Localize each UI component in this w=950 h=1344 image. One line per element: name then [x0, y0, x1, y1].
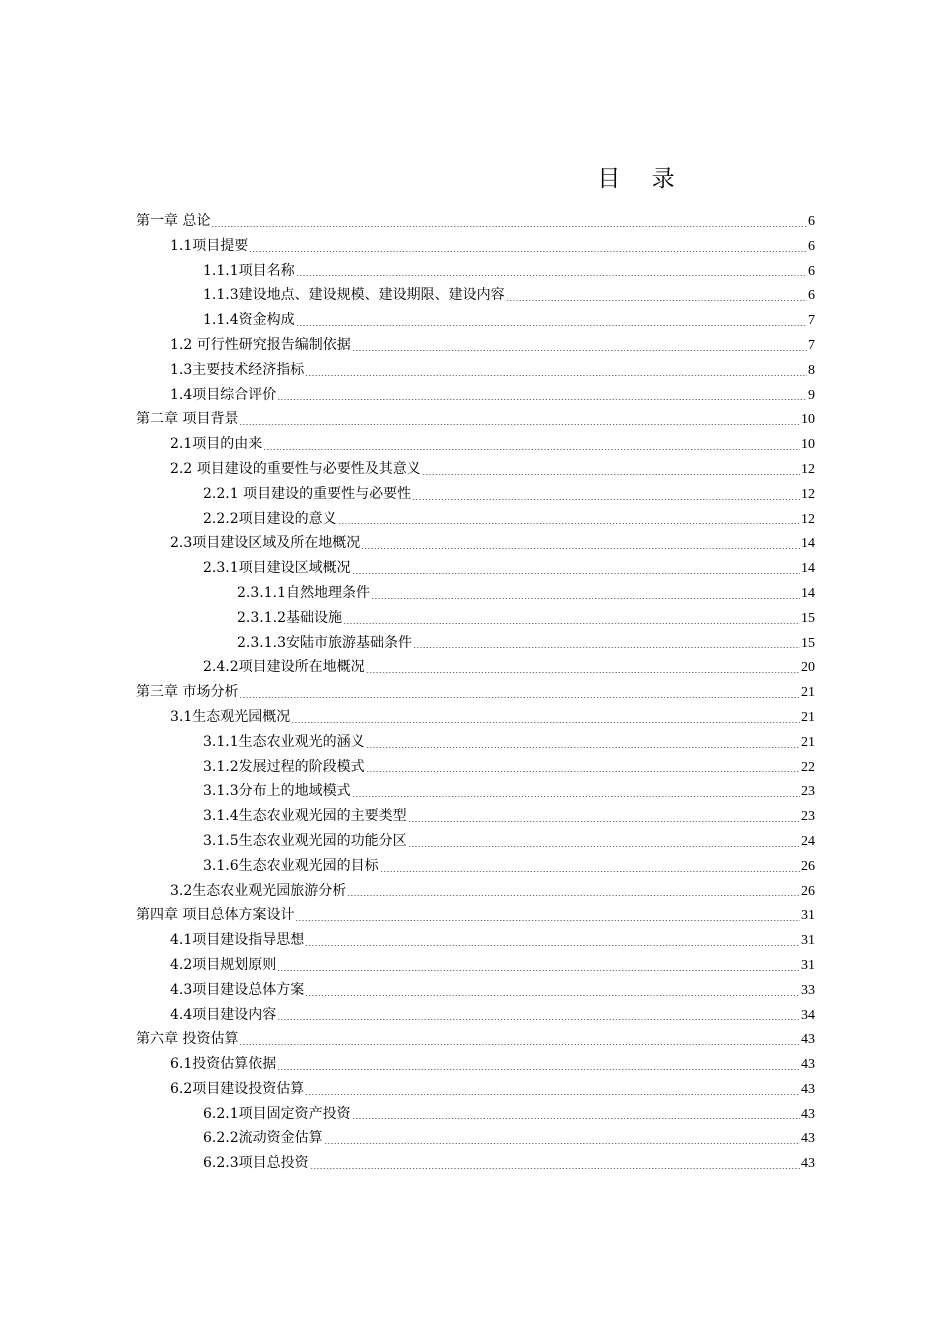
toc-entry-label: 4.2项目规划原则 [170, 956, 277, 973]
toc-entry-label: 1.1.3建设地点、建设规模、建设期限、建设内容 [203, 287, 505, 304]
toc-entry[interactable] [136, 283, 815, 308]
toc-dot-leader [361, 548, 800, 549]
toc-entry-label: 6.2.3项目总投资 [203, 1155, 309, 1172]
toc-entry-label: 第三章 市场分析 [136, 684, 239, 701]
toc-dot-leader [305, 995, 800, 996]
toc-entry[interactable] [136, 755, 815, 780]
toc-entry-page-number: 10 [801, 437, 815, 453]
toc-dot-leader [239, 424, 800, 425]
toc-entry[interactable] [136, 953, 815, 978]
toc-entry-page-number: 31 [801, 908, 815, 924]
toc-dot-leader [296, 275, 807, 276]
toc-entry-label: 3.1.5生态农业观光园的功能分区 [203, 832, 407, 849]
toc-entry-page-number: 23 [801, 809, 815, 825]
toc-entry[interactable] [136, 1003, 815, 1028]
toc-entry-page-number: 14 [801, 536, 815, 552]
table-of-contents [136, 209, 815, 1176]
toc-entry-label: 第一章 总论 [136, 213, 211, 229]
toc-entry-page-number: 7 [808, 337, 815, 353]
toc-dot-leader [324, 1143, 800, 1144]
toc-entry-label: 2.4.2项目建设所在地概况 [203, 659, 365, 676]
toc-entry-label: 1.1.1项目名称 [203, 262, 295, 279]
toc-entry-label: 1.1项目提要 [170, 237, 249, 254]
toc-dot-leader [305, 1094, 800, 1095]
toc-entry-page-number: 12 [801, 511, 815, 527]
toc-entry-label: 2.3.1.1自然地理条件 [237, 584, 370, 601]
toc-entry-page-number: 26 [801, 883, 815, 899]
toc-dot-leader [277, 1019, 800, 1020]
toc-entry-page-number: 8 [808, 362, 815, 378]
toc-entry-label: 3.1.4生态农业观光园的主要类型 [203, 808, 407, 825]
toc-entry-label: 2.3.1.2基础设施 [237, 609, 342, 626]
toc-dot-leader [352, 1118, 800, 1119]
toc-entry[interactable] [136, 531, 815, 556]
toc-entry-page-number: 14 [801, 585, 815, 601]
toc-entry-label: 4.1项目建设指导思想 [170, 932, 305, 949]
toc-entry-label: 2.3.1.3安陆市旅游基础条件 [237, 634, 412, 651]
toc-entry-label: 2.2.2项目建设的意义 [203, 510, 337, 527]
toc-entry[interactable] [136, 432, 815, 457]
toc-entry[interactable] [136, 1102, 815, 1127]
toc-entry-label: 6.1投资估算依据 [170, 1056, 277, 1073]
toc-dot-leader [239, 697, 800, 698]
toc-dot-leader [347, 895, 800, 896]
toc-dot-leader [366, 747, 800, 748]
toc-entry[interactable] [136, 606, 815, 631]
toc-dot-leader [310, 1168, 800, 1169]
toc-entry[interactable] [136, 482, 815, 507]
toc-entry-page-number: 24 [801, 833, 815, 849]
toc-entry-page-number: 23 [801, 784, 815, 800]
toc-entry[interactable] [136, 804, 815, 829]
toc-entry-page-number: 12 [801, 461, 815, 477]
toc-entry-label: 3.1.6生态农业观光园的目标 [203, 857, 379, 874]
toc-entry[interactable] [136, 581, 815, 606]
toc-entry-page-number: 6 [808, 214, 815, 229]
toc-dot-leader [263, 449, 800, 450]
toc-dot-leader [343, 623, 800, 624]
toc-entry[interactable] [136, 978, 815, 1003]
toc-dot-leader [380, 871, 800, 872]
toc-entry[interactable] [136, 556, 815, 581]
toc-entry-page-number: 43 [801, 1081, 815, 1097]
toc-dot-leader [366, 672, 800, 673]
toc-entry[interactable] [136, 730, 815, 755]
toc-entry-page-number: 6 [808, 288, 815, 304]
toc-entry-page-number: 12 [801, 486, 815, 502]
toc-entry-page-number: 34 [801, 1007, 815, 1023]
toc-entry-page-number: 6 [808, 263, 815, 279]
toc-entry-label: 1.4项目综合评价 [170, 386, 277, 403]
toc-entry[interactable] [136, 631, 815, 656]
toc-entry-page-number: 7 [808, 313, 815, 329]
toc-entry-label: 2.3.1项目建设区域概况 [203, 560, 351, 577]
toc-entry-page-number: 10 [801, 412, 815, 428]
toc-dot-leader [277, 1069, 800, 1070]
toc-entry-page-number: 15 [801, 610, 815, 626]
toc-entry-label: 4.4项目建设内容 [170, 1006, 277, 1023]
toc-dot-leader [506, 300, 807, 301]
toc-dot-leader [408, 821, 800, 822]
toc-entry-label: 3.1.3分布上的地域模式 [203, 783, 351, 800]
toc-entry[interactable] [136, 829, 815, 854]
toc-entry-label: 2.3项目建设区域及所在地概况 [170, 535, 361, 552]
toc-entry[interactable] [136, 903, 815, 928]
toc-dot-leader [277, 970, 800, 971]
toc-entry[interactable] [136, 879, 815, 904]
toc-dot-leader [422, 474, 800, 475]
toc-entry-page-number: 43 [801, 1106, 815, 1122]
toc-entry-label: 第四章 项目总体方案设计 [136, 907, 295, 924]
toc-entry[interactable] [136, 383, 815, 408]
toc-entry-label: 4.3项目建设总体方案 [170, 981, 305, 998]
toc-entry[interactable] [136, 234, 815, 259]
toc-entry-page-number: 15 [801, 635, 815, 651]
toc-dot-leader [352, 350, 807, 351]
toc-entry-label: 2.1项目的由来 [170, 436, 263, 453]
toc-entry[interactable] [136, 779, 815, 804]
toc-entry-label: 6.2项目建设投资估算 [170, 1080, 305, 1097]
toc-entry-page-number: 43 [801, 1131, 815, 1147]
toc-entry[interactable] [136, 457, 815, 482]
toc-dot-leader [296, 325, 807, 326]
toc-dot-leader [277, 399, 807, 400]
toc-dot-leader [366, 771, 800, 772]
toc-dot-leader [352, 796, 800, 797]
toc-entry-page-number: 21 [801, 734, 815, 750]
toc-entry[interactable] [136, 407, 815, 432]
toc-entry-page-number: 21 [801, 709, 815, 725]
toc-entry-label: 6.2.2流动资金估算 [203, 1130, 323, 1147]
toc-dot-leader [239, 1044, 800, 1045]
toc-entry[interactable] [136, 1126, 815, 1151]
toc-entry[interactable] [136, 333, 815, 358]
toc-entry[interactable] [136, 1077, 815, 1102]
toc-entry-page-number: 43 [801, 1156, 815, 1172]
toc-dot-leader [352, 573, 800, 574]
toc-dot-leader [408, 846, 800, 847]
toc-entry-page-number: 6 [808, 238, 815, 254]
toc-entry-page-number: 43 [801, 1057, 815, 1073]
toc-entry[interactable] [136, 1052, 815, 1077]
toc-dot-leader [412, 499, 800, 500]
toc-entry[interactable] [136, 507, 815, 532]
toc-entry-label: 3.1生态观光园概况 [170, 708, 291, 725]
toc-dot-leader [305, 945, 800, 946]
toc-entry-page-number: 20 [801, 660, 815, 676]
toc-entry[interactable] [136, 209, 815, 234]
toc-title: 目 录 [597, 166, 687, 192]
toc-entry-label: 1.2 可行性研究报告编制依据 [170, 336, 351, 353]
toc-entry[interactable] [136, 1027, 815, 1052]
toc-entry-page-number: 22 [801, 759, 815, 775]
toc-entry[interactable] [136, 854, 815, 879]
toc-entry-label: 3.1.2发展过程的阶段模式 [203, 758, 365, 775]
toc-entry[interactable] [136, 308, 815, 333]
toc-entry[interactable] [136, 259, 815, 284]
toc-entry[interactable] [136, 358, 815, 383]
toc-entry-label: 2.2 项目建设的重要性与必要性及其意义 [170, 460, 421, 477]
toc-entry-label: 3.2生态农业观光园旅游分析 [170, 882, 347, 899]
toc-entry[interactable] [136, 1151, 815, 1176]
toc-dot-leader [295, 920, 800, 921]
toc-dot-leader [413, 647, 800, 648]
toc-dot-leader [291, 722, 800, 723]
toc-entry-page-number: 43 [801, 1032, 815, 1048]
toc-entry-page-number: 9 [808, 387, 815, 403]
toc-dot-leader [305, 375, 807, 376]
toc-dot-leader [211, 226, 807, 227]
toc-dot-leader [338, 523, 800, 524]
toc-dot-leader [371, 598, 800, 599]
toc-entry-page-number: 31 [801, 957, 815, 973]
toc-entry-page-number: 14 [801, 561, 815, 577]
toc-entry-label: 第二章 项目背景 [136, 411, 239, 428]
toc-entry-page-number: 21 [801, 685, 815, 701]
toc-entry-label: 2.2.1 项目建设的重要性与必要性 [203, 485, 412, 502]
toc-entry-label: 第六章 投资估算 [136, 1031, 239, 1048]
toc-entry-label: 1.1.4资金构成 [203, 312, 295, 329]
toc-dot-leader [249, 251, 807, 252]
toc-entry-label: 6.2.1项目固定资产投资 [203, 1105, 351, 1122]
toc-entry-page-number: 33 [801, 982, 815, 998]
toc-entry[interactable] [136, 655, 815, 680]
toc-entry[interactable] [136, 705, 815, 730]
toc-entry[interactable] [136, 680, 815, 705]
toc-entry-label: 3.1.1生态农业观光的涵义 [203, 733, 365, 750]
toc-entry-label: 1.3主要技术经济指标 [170, 361, 305, 378]
toc-entry-page-number: 31 [801, 933, 815, 949]
toc-entry-page-number: 26 [801, 858, 815, 874]
toc-entry[interactable] [136, 928, 815, 953]
